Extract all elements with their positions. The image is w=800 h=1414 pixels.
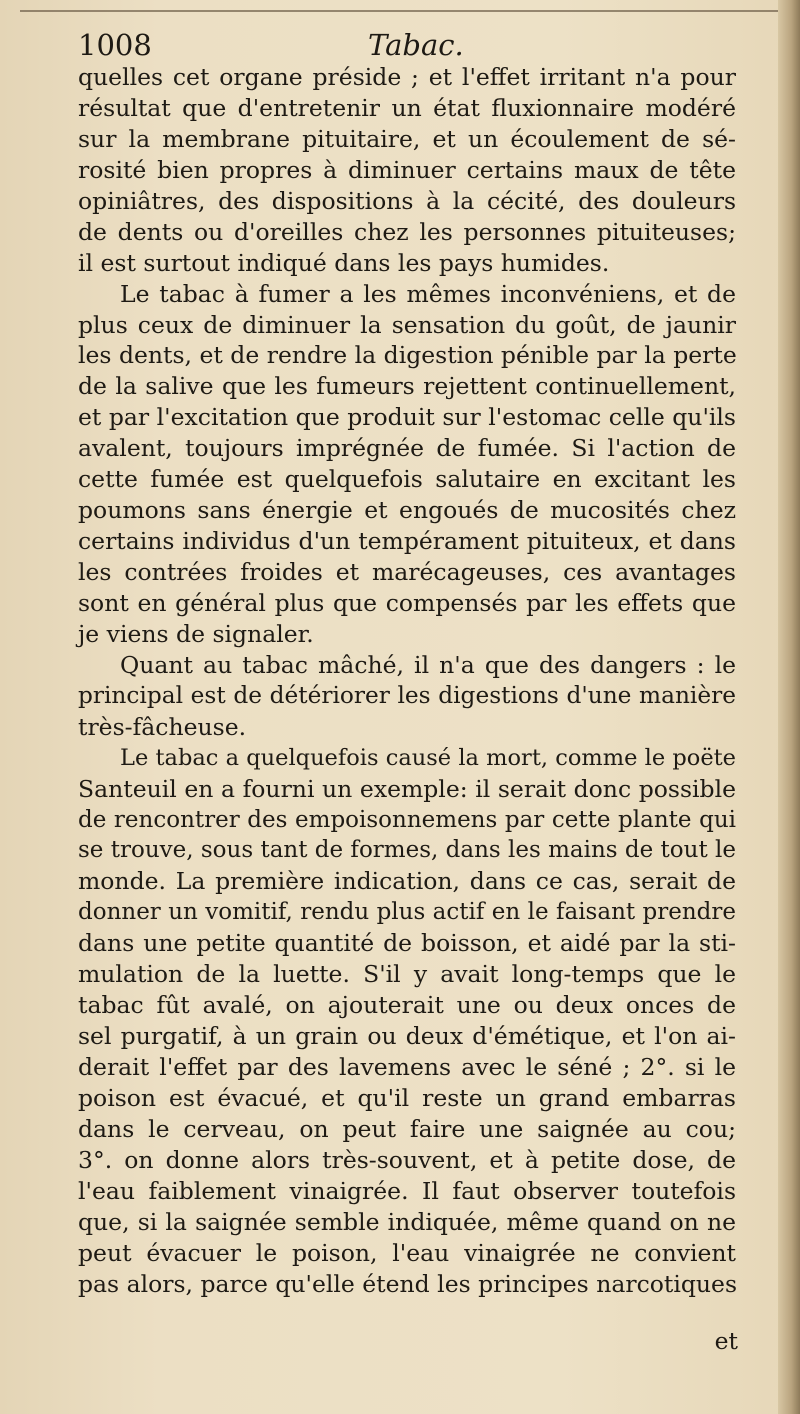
page-number: 1008 [78,28,152,62]
text-line: poison est évacué, et qu'il reste un grand embarras [78,1083,736,1112]
text-line: donner un vomitif, rendu plus actif en le faisant prendre [78,899,736,926]
text-line: les dents, et de rendre la digestion pénible par la perte [78,341,737,370]
text-line: il est surtout indiqué dans les pays humides. [78,248,610,277]
text-line: et par l'excitation que produit sur l'estomac celle qu'ils [78,403,736,432]
page-edge-shadow [778,0,800,1414]
text-line: sur la membrane pituitaire, et un écoulement de sé- [78,124,736,153]
text-line: principal est de détériorer les digestions d'une manière [78,681,736,709]
text-line: rosité bien propres à diminuer certains maux de tête [78,155,736,184]
catchword: et [714,1327,738,1355]
page-header [78,22,728,66]
text-line: tabac fût avalé, on ajouterait une ou deux onces de [78,991,736,1020]
text-line: résultat que d'entretenir un état fluxionnaire modéré [78,93,736,122]
text-line: très-fâcheuse. [78,712,247,741]
text-line: sont en général plus que compensés par les effets que [78,588,736,617]
top-rule [20,10,780,12]
text-line: l'eau faiblement vinaigrée. Il faut observer toutefois [78,1176,736,1205]
text-line: cette fumée est quelquefois salutaire en excitant les [78,465,736,494]
text-line: mulation de la luette. S'il y avait long-temps que le [78,960,736,989]
text-line: sel purgatif, à un grain ou deux d'émétique, et l'on ai- [78,1022,736,1051]
text-line: les contrées froides et marécageuses, ces avantages [78,558,736,586]
text-line: dans le cerveau, on peut faire une saignée au cou; [78,1114,736,1143]
text-line: que, si la saignée semble indiquée, même quand on ne [78,1207,736,1236]
text-line: opiniâtres, des dispositions à la cécité, des douleurs [78,186,736,215]
text-line: se trouve, sous tant de formes, dans les mains de tout le [78,837,736,864]
text-line: certains individus d'un tempérament pituiteux, et dans [78,527,736,556]
body-text [78,62,736,1300]
text-line: de la salive que les fumeurs rejettent continuellement, [78,372,736,401]
text-line: Quant au tabac mâché, il n'a que des dangers : le [120,650,736,679]
text-line: peut évacuer le poison, l'eau vinaigrée ne convient [78,1238,736,1267]
text-line: dans une petite quantité de boisson, et aidé par la sti- [78,929,736,958]
text-line: Le tabac à fumer a les mêmes inconvéniens, et de [120,279,736,308]
text-line: monde. La première indication, dans ce cas, serait de [78,867,736,896]
text-line: pas alors, parce qu'elle étend les principes narcotiques [78,1269,738,1298]
text-line: plus ceux de diminuer la sensation du goût, de jaunir [78,310,736,339]
text-line: Santeuil en a fourni un exemple: il serait donc possible [78,774,736,803]
text-line: de rencontrer des empoisonnemens par cette plante qui [78,806,736,833]
text-line: derait l'effet par des lavemens avec le séné ; 2°. si le [78,1053,736,1081]
text-line: Le tabac a quelquefois causé la mort, comme le poëte [120,744,736,771]
text-line: quelles cet organe préside ; et l'effet irritant n'a pour [78,63,736,91]
text-line: poumons sans énergie et engoués de mucosités chez [78,496,736,525]
running-head: Tabac. [368,28,464,62]
text-line: avalent, toujours imprégnée de fumée. Si l'action de [78,434,736,463]
text-line: 3°. on donne alors très-souvent, et à petite dose, de [78,1145,736,1174]
text-line: je viens de signaler. [78,619,314,648]
text-line: de dents ou d'oreilles chez les personnes pituiteuses; [78,217,736,246]
